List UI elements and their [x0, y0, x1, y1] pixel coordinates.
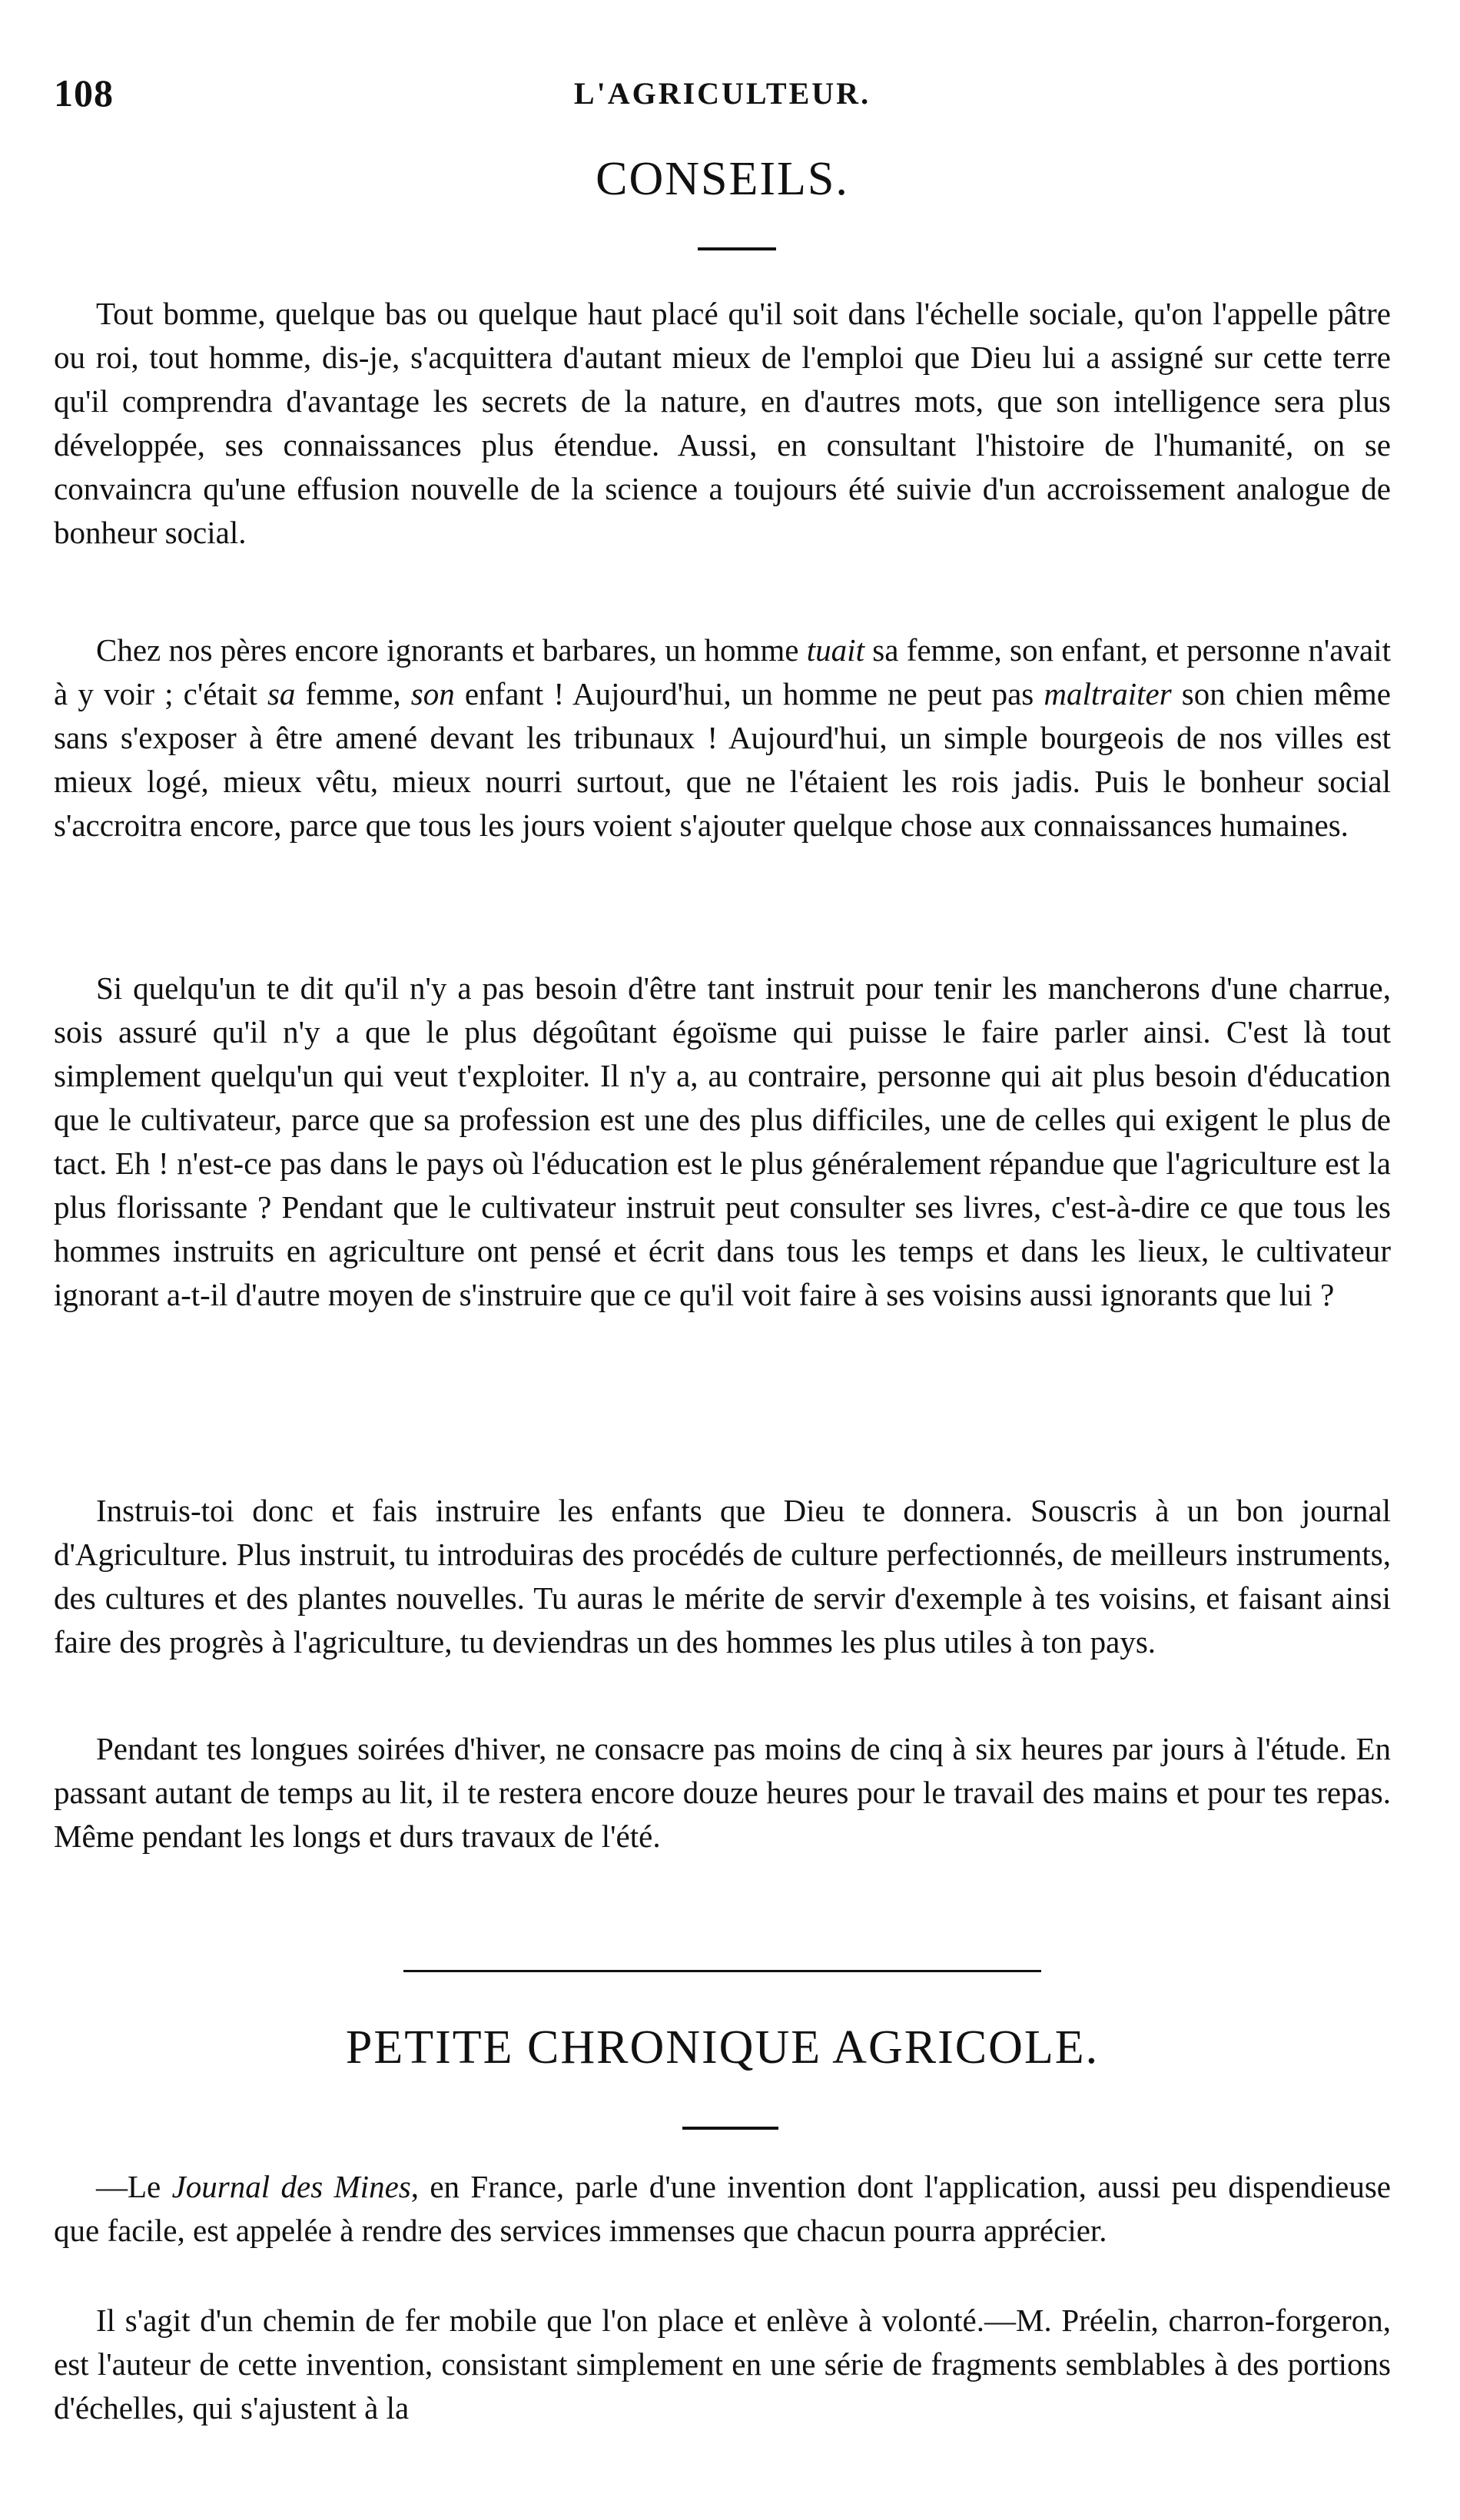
- text-run: —Le: [96, 2169, 172, 2204]
- italic-run: tuait: [806, 632, 864, 668]
- text-run: enfant ! Aujourd'hui, un homme ne peut pas: [454, 676, 1044, 711]
- journal-title: L'AGRICULTEUR.: [573, 76, 871, 111]
- chronique-paragraph-2: Il s'agit d'un chemin de fer mobile que l'on place et enlève à volonté.—M. Préelin, charron-forgeron, est l'auteur de cette invention, consistant simplement en une série de fragments semblables à des portions d'échelles, qui s'ajustent à la: [54, 2303, 1391, 2426]
- paragraph-1: Tout bomme, quelque bas ou quelque haut placé qu'il soit dans l'échelle sociale, qu'on l'appelle pâtre ou roi, tout homme, dis-je, s'acquittera d'autant mieux de l'emploi que Dieu lui a assigné sur cette terre qu'il comprendra d'avantage les secrets de la nature, en d'autres mots, que son intelligence sera plus développée, ses connaissances plus étendue. Aussi, en consultant l'histoire de l'humanité, on se convaincra qu'une effusion nouvelle de la science a toujours été suivie d'un accroissement analogue de bonheur social.: [54, 296, 1391, 550]
- text-run: sa femme, son enfant, et personne n'avait à y voir ; c'était: [54, 632, 1391, 711]
- text-run: femme,: [295, 676, 411, 711]
- text-run: Chez nos pères encore ignorants et barbares, un homme: [96, 632, 807, 668]
- italic-run: son: [410, 676, 455, 711]
- italic-run: Journal des Mines: [171, 2169, 411, 2204]
- paragraph-2: [54, 628, 1391, 847]
- chronique-paragraph-1: [54, 2165, 1391, 2253]
- title-rule: [698, 247, 776, 250]
- italic-run: sa: [267, 676, 296, 711]
- section-title-chronique: PETITE CHRONIQUE AGRICOLE.: [345, 2021, 1100, 2074]
- page: [54, 0, 1391, 2520]
- paragraph-4: Instruis-toi donc et fais instruire les enfants que Dieu te donnera. Souscris à un bon journal d'Agriculture. Plus instruit, tu introduiras des procédés de culture perfectionnés, de meilleurs instruments, des cultures et des plantes nouvelles. Tu auras le mérite de servir d'exemple à tes voisins, et faisant ainsi faire des progrès à l'agriculture, tu deviendras un des hommes les plus utiles à ton pays.: [54, 1493, 1391, 1660]
- paragraph-3: Si quelqu'un te dit qu'il n'y a pas besoin d'être tant instruit pour tenir les mancherons d'une charrue, sois assuré qu'il n'y a que le plus dégoûtant égoïsme qui puisse le faire parler ainsi. C'est là tout simplement quelqu'un qui veut t'exploiter. Il n'y a, au contraire, personne qui ait plus besoin d'éducation que le cultivateur, parce que sa profession est une des plus difficiles, une de celles qui exigent le plus de tact. Eh ! n'est-ce pas dans le pays où l'éducation est le plus généralement répandue que l'agriculture est la plus florissante ? Pendant que le cultivateur instruit peut consulter ses livres, c'est-à-dire ce que tous les hommes instruits en agriculture ont pensé et écrit dans tous les temps et dans les lieux, le cultivateur ignorant a-t-il d'autre moyen de s'instruire que ce qu'il voit faire à ses voisins aussi ignorants que lui ?: [54, 970, 1391, 1312]
- paragraph-5: Pendant tes longues soirées d'hiver, ne consacre pas moins de cinq à six heures par jours à l'étude. En passant autant de temps au lit, il te restera encore douze heures pour le travail des mains et pour tes repas. Même pendant les longs et durs travaux de l'été.: [54, 1731, 1391, 1854]
- italic-run: maltraiter: [1044, 676, 1172, 711]
- text-run: son chien même sans s'exposer à être amené devant les tribunaux ! Aujourd'hui, un simple bourgeois de nos villes est mieux logé, mieux vêtu, mieux nourri surtout, que ne l'étaient les rois jadis. Puis le bonheur social s'accroitra encore, parce que tous les jours voient s'ajouter quelque chose aux connaissances humaines.: [54, 676, 1391, 843]
- running-head: [54, 71, 1391, 117]
- section-title-conseils: CONSEILS.: [596, 153, 849, 205]
- text-run: , en France, parle d'une invention dont l'application, aussi peu dispendieuse que facile, est appelée à rendre des services immenses que chacun pourra apprécier.: [54, 2169, 1391, 2248]
- page-number: 108: [54, 71, 114, 114]
- title-rule: [682, 2127, 778, 2130]
- section-divider: [403, 1970, 1041, 1972]
